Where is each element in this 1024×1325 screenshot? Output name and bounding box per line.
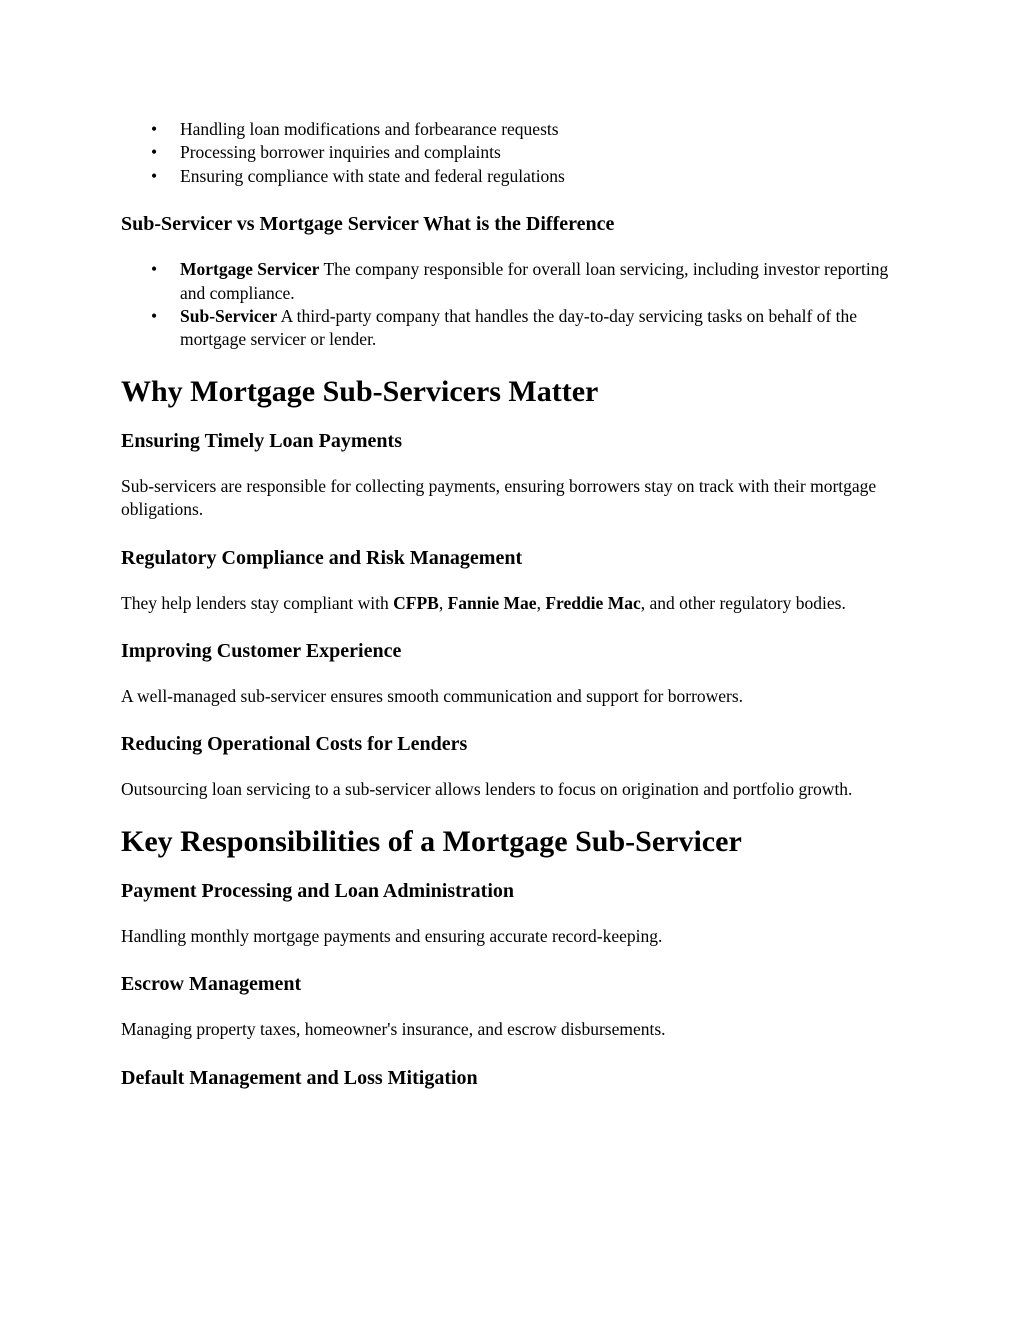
key-heading: Key Responsibilities of a Mortgage Sub-Servicer xyxy=(121,824,742,858)
term-mortgage-servicer: Mortgage Servicer xyxy=(180,259,320,280)
bullet-icon: • xyxy=(151,165,158,186)
list-item: • Processing borrower inquiries and complaints xyxy=(121,141,901,164)
top-bullet-list xyxy=(121,118,901,188)
escrow-text: Managing property taxes, homeowner's insurance, and escrow disbursements. xyxy=(121,1019,666,1040)
escrow-heading: Escrow Management xyxy=(121,973,302,996)
default-heading: Default Management and Loss Mitigation xyxy=(121,1066,478,1089)
bullet-icon: • xyxy=(151,142,158,163)
costs-text: Outsourcing loan servicing to a sub-servicer allows lenders to focus on origination and portfolio growth. xyxy=(121,779,853,800)
list-item: • Sub-Servicer A third-party company that handles the day-to-day servicing tasks on behalf of the mortgage servicer or lender. xyxy=(151,306,857,350)
list-item: • Ensuring compliance with state and federal regulations xyxy=(121,165,901,188)
payments-heading: Ensuring Timely Loan Payments xyxy=(121,429,402,452)
freddie-mac-term: Freddie Mac xyxy=(545,592,641,613)
term-sub-servicer: Sub-Servicer xyxy=(180,306,278,327)
difference-heading: Sub-Servicer vs Mortgage Servicer What is the Difference xyxy=(121,213,615,236)
experience-heading: Improving Customer Experience xyxy=(121,640,402,663)
cfpb-term: CFPB xyxy=(393,592,439,613)
difference-bullet-list xyxy=(121,258,901,352)
experience-text: A well-managed sub-servicer ensures smooth communication and support for borrowers. xyxy=(121,686,744,707)
payment-processing-heading: Payment Processing and Loan Administration xyxy=(121,879,514,902)
bullet-icon: • xyxy=(151,119,158,139)
document-page xyxy=(121,118,901,1091)
bullet-icon: • xyxy=(151,306,158,327)
compliance-text: They help lenders stay compliant with CFPB, Fannie Mae, Freddie Mac, and other regulatory bodies. xyxy=(121,592,846,613)
list-item: • Handling loan modifications and forbearance requests xyxy=(121,118,901,141)
list-item: • Mortgage Servicer The company responsible for overall loan servicing, including investor reporting and compliance. xyxy=(151,259,889,303)
payment-processing-text: Handling monthly mortgage payments and ensuring accurate record-keeping. xyxy=(121,925,663,946)
payments-text: Sub-servicers are responsible for collecting payments, ensuring borrowers stay on track with their mortgage obligations. xyxy=(121,475,877,520)
bullet-icon: • xyxy=(151,259,158,280)
compliance-heading: Regulatory Compliance and Risk Management xyxy=(121,546,523,569)
fannie-mae-term: Fannie Mae xyxy=(447,592,537,613)
why-heading: Why Mortgage Sub-Servicers Matter xyxy=(121,374,599,408)
costs-heading: Reducing Operational Costs for Lenders xyxy=(121,733,468,756)
